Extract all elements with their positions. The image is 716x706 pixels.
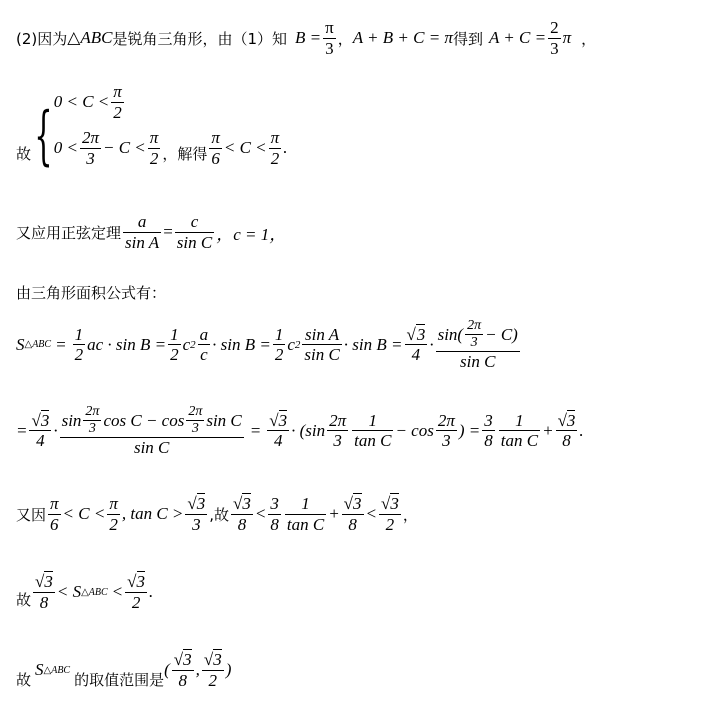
c-equals-1: ，c = 1， <box>216 224 287 244</box>
fraction-c-sinC: $\frac{c}{\text{sin C}}$ <box>176 212 213 252</box>
c-range: $\frac{\pi}{6}$ < C < $\frac{\pi}{2}$ . <box>211 128 288 168</box>
line-1 <box>16 18 596 58</box>
comma: ， <box>337 29 353 48</box>
line-6: = $\frac{√3}{4}$ · sin $\frac{2\pi}{3}$ cos C − cos $\frac{2\pi}{3}$ sin C sin C = $\frac{√3}{4}$ · (sin $\frac{2\pi}{3}$ $\frac{1}{\text{tan C}}$ − cos $\frac{2\pi}{3}$ ) = $\frac{3}{8}$ $\frac{1}{\text{tan C}}$ + $\frac{√3}{8}$ . <box>16 404 584 458</box>
line-2 <box>16 82 288 174</box>
derived-text: 得到 <box>452 29 483 48</box>
fraction-2-3: $\frac{2}{3}$ <box>550 18 559 58</box>
left-brace-icon: { <box>34 99 53 174</box>
line-3: 又应用正弦定理 $\frac{a}{\text{sin A}}$ = $\frac{c}{\text{sin C}}$ ，c = 1， <box>16 212 287 252</box>
intro-text: (2)因为 <box>16 29 68 48</box>
comma-end: ， <box>581 29 597 48</box>
inequality-system <box>54 82 163 168</box>
angle-sum: A + B + C = π <box>352 28 453 48</box>
a-plus-c: A + C = <box>488 28 547 48</box>
line-5: S △ABC = $\frac{1}{2}$ ac · sin B = $\frac{1}{2}$ c 2 $\frac{a}{c}$ · sin B = $\frac{1}{2}$ c 2 $\frac{\text{sin A}}{\text{sin C}}$ · sin B = $\frac{√3}{4}$ · sin( $\frac{2\pi}{3}$ − C) sin C <box>16 318 518 372</box>
fraction-a-sinA: $\frac{a}{\text{sin A}}$ <box>125 212 160 252</box>
acute-text: 是锐角三角形，由（1）知 <box>112 29 287 48</box>
line-8: 故 $\frac{√3}{8}$ < S △ABC < $\frac{√3}{2}$ . <box>16 572 154 612</box>
inequality-1: 0 < C < $\frac{\pi}{2}$ <box>53 82 122 122</box>
line-4: 由三角形面积公式有： <box>16 284 167 302</box>
gu-label: 故 <box>16 145 32 164</box>
inequality-2: 0 < $\frac{2\pi}{3}$ − C < $\frac{\pi}{2}$ <box>53 128 159 168</box>
sine-law-text: 又应用正弦定理 <box>16 223 122 242</box>
jiede-text: ，解得 <box>162 145 208 164</box>
line-9: 故 S △ABC 的取值范围是 ( $\frac{√3}{8}$ , $\frac{√3}{2}$ ) <box>16 650 232 690</box>
triangle-abc: △ABC <box>67 28 113 48</box>
pi-symbol: π <box>562 28 572 48</box>
b-equals: B = <box>294 28 322 48</box>
fraction-pi-3: $\frac{\pi}{3}$ <box>325 18 334 58</box>
line-7: 又因 $\frac{\pi}{6}$ < C < $\frac{\pi}{2}$ , tan C > $\frac{√3}{3}$ ,故 $\frac{√3}{8}$ < $\frac{3}{8}$ $\frac{1}{\text{tan C}}$ + $\frac{√3}{8}$ < $\frac{√3}{2}$ ， <box>16 494 418 534</box>
